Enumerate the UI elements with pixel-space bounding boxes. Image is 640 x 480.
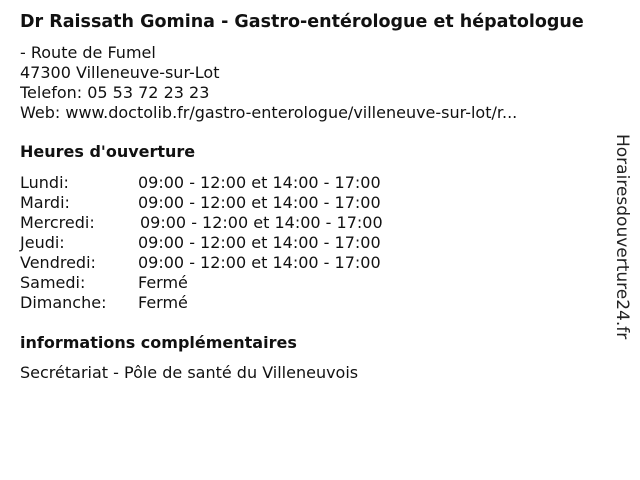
- time-value: Fermé: [138, 293, 188, 312]
- day-label: Dimanche:: [20, 293, 107, 312]
- day-label: Vendredi:: [20, 253, 96, 272]
- time-value: 09:00 - 12:00 et 14:00 - 17:00: [138, 233, 381, 252]
- time-value: 09:00 - 12:00 et 14:00 - 17:00: [138, 253, 381, 272]
- time-value: 09:00 - 12:00 et 14:00 - 17:00: [140, 213, 383, 232]
- day-label: Mardi:: [20, 193, 70, 212]
- hours-row-monday: [20, 173, 610, 193]
- address-block: [20, 43, 610, 123]
- city-address: 47300 Villeneuve-sur-Lot: [20, 63, 220, 82]
- watermark-text: Horairesdouverture24.fr: [612, 134, 632, 340]
- hours-row-thursday: [20, 233, 610, 253]
- street-address: - Route de Fumel: [20, 43, 156, 62]
- day-label: Mercredi:: [20, 213, 95, 232]
- info-heading: informations complémentaires: [20, 333, 297, 352]
- day-label: Jeudi:: [20, 233, 65, 252]
- info-text: Secrétariat - Pôle de santé du Villeneuvois: [20, 363, 359, 382]
- page-title: Dr Raissath Gomina - Gastro-entérologue et hépatologue: [20, 12, 584, 32]
- hours-row-friday: [20, 253, 610, 273]
- phone-number: Telefon: 05 53 72 23 23: [20, 83, 210, 102]
- time-value: 09:00 - 12:00 et 14:00 - 17:00: [138, 173, 381, 192]
- website-link[interactable]: Web: www.doctolib.fr/gastro-enterologue/villeneuve-sur-lot/r...: [20, 103, 518, 122]
- day-label: Samedi:: [20, 273, 86, 292]
- hours-row-tuesday: [20, 193, 610, 213]
- site-watermark: [610, 134, 634, 344]
- doctor-listing: [20, 12, 610, 383]
- hours-row-sunday: [20, 293, 610, 313]
- hours-heading: Heures d'ouverture: [20, 142, 196, 161]
- hours-row-wednesday: [20, 213, 610, 233]
- day-label: Lundi:: [20, 173, 69, 192]
- hours-row-saturday: [20, 273, 610, 293]
- time-value: Fermé: [138, 273, 188, 292]
- hours-table: [20, 173, 610, 313]
- time-value: 09:00 - 12:00 et 14:00 - 17:00: [138, 193, 381, 212]
